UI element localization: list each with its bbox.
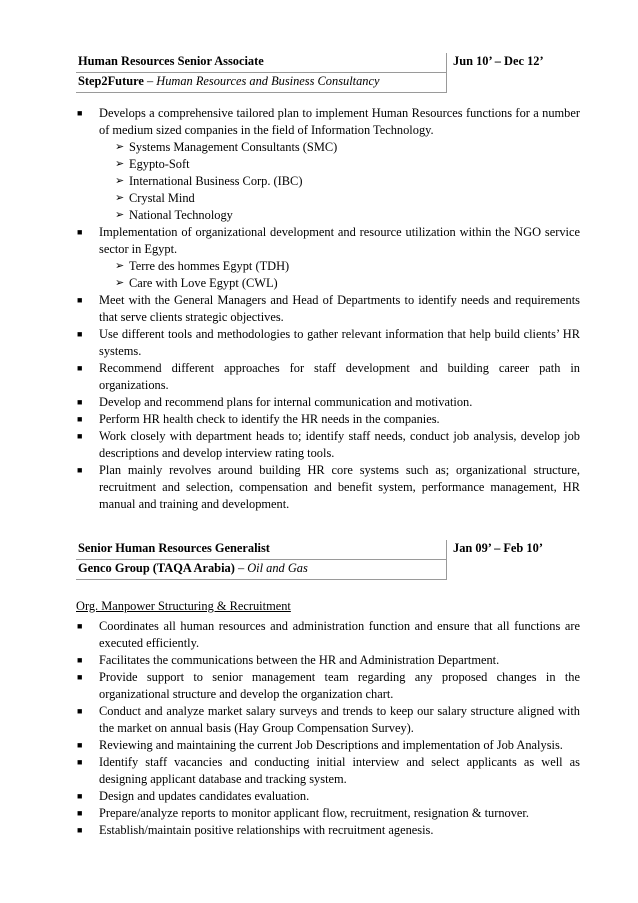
list-item bbox=[76, 411, 580, 428]
bullet-icon: ■ bbox=[77, 825, 83, 835]
sub-item-text: Care with Love Egypt (CWL) bbox=[129, 276, 278, 290]
bullet-list bbox=[76, 618, 580, 839]
separator: – bbox=[234, 561, 248, 575]
company-line bbox=[78, 73, 380, 90]
sub-list-item bbox=[76, 207, 580, 224]
list-item bbox=[76, 805, 580, 822]
list-item bbox=[76, 788, 580, 805]
bullet-icon: ■ bbox=[77, 295, 83, 305]
list-item bbox=[76, 669, 580, 703]
job-header-2 bbox=[76, 540, 580, 580]
list-item bbox=[76, 224, 580, 258]
divider bbox=[76, 92, 446, 93]
bullet-icon: ■ bbox=[77, 621, 83, 631]
bullet-icon: ■ bbox=[77, 757, 83, 767]
bullet-text: Work closely with department heads to; identify staff needs, conduct job analysis, develop job descriptions and develop interview rating tools. bbox=[99, 429, 580, 460]
sub-list-item bbox=[76, 190, 580, 207]
sub-list-item bbox=[76, 139, 580, 156]
divider bbox=[446, 53, 447, 93]
list-item bbox=[76, 360, 580, 394]
bullet-icon: ■ bbox=[77, 740, 83, 750]
company-name: Step2Future bbox=[78, 74, 144, 88]
job-dates: Jun 10’ – Dec 12’ bbox=[453, 54, 544, 68]
job-title: Senior Human Resources Generalist bbox=[78, 541, 270, 555]
job-header-1 bbox=[76, 53, 580, 93]
bullet-icon: ■ bbox=[77, 706, 83, 716]
list-item bbox=[76, 822, 580, 839]
bullet-icon: ■ bbox=[77, 431, 83, 441]
arrow-bullet-icon: ➢ bbox=[115, 277, 125, 289]
bullet-icon: ■ bbox=[77, 227, 83, 237]
job-entry-1 bbox=[76, 53, 580, 511]
list-item bbox=[76, 703, 580, 737]
sub-item-text: Terre des hommes Egypt (TDH) bbox=[129, 259, 290, 273]
job-title: Human Resources Senior Associate bbox=[78, 54, 264, 68]
arrow-bullet-icon: ➢ bbox=[115, 260, 125, 272]
company-description: Oil and Gas bbox=[247, 561, 308, 575]
arrow-bullet-icon: ➢ bbox=[115, 192, 125, 204]
list-item bbox=[76, 292, 580, 326]
bullet-text: Prepare/analyze reports to monitor applicant flow, recruitment, resignation & turnover. bbox=[99, 806, 529, 820]
list-item bbox=[76, 428, 580, 462]
bullet-text: Design and updates candidates evaluation. bbox=[99, 789, 310, 803]
arrow-bullet-icon: ➢ bbox=[115, 141, 125, 153]
bullet-icon: ■ bbox=[77, 397, 83, 407]
arrow-bullet-icon: ➢ bbox=[115, 209, 125, 221]
list-item bbox=[76, 394, 580, 411]
separator: – bbox=[143, 74, 157, 88]
bullet-text: Use different tools and methodologies to gather relevant information that help build clients’ HR systems. bbox=[99, 327, 580, 358]
bullet-text: Conduct and analyze market salary surveys and trends to keep our salary structure aligned with the market on annual basis (Hay Group Compensation Survey). bbox=[99, 704, 580, 735]
bullet-text: Coordinates all human resources and administration function and ensure that all functions are executed efficiently. bbox=[99, 619, 580, 650]
bullet-text: Reviewing and maintaining the current Job Descriptions and implementation of Job Analysis. bbox=[99, 738, 563, 752]
list-item bbox=[76, 737, 580, 754]
sub-list-item bbox=[76, 258, 580, 275]
bullet-text: Meet with the General Managers and Head of Departments to identify needs and requirements that serve clients strategic objectives. bbox=[99, 293, 580, 324]
sub-list-item bbox=[76, 275, 580, 292]
job-dates: Jan 09’ – Feb 10’ bbox=[453, 541, 543, 555]
list-item bbox=[76, 462, 580, 513]
bullet-text: Develops a comprehensive tailored plan to implement Human Resources functions for a number of medium sized companies in the field of Information Technology. bbox=[99, 106, 580, 137]
bullet-icon: ■ bbox=[77, 672, 83, 682]
company-description: Human Resources and Business Consultancy bbox=[156, 74, 380, 88]
bullet-icon: ■ bbox=[77, 808, 83, 818]
job-entry-2 bbox=[76, 540, 580, 837]
sub-item-text: International Business Corp. (IBC) bbox=[129, 174, 303, 188]
bullet-text: Establish/maintain positive relationships with recruitment agenesis. bbox=[99, 823, 434, 837]
bullet-text: Provide support to senior management team regarding any proposed changes in the organizational structure and develop the organization chart. bbox=[99, 670, 580, 701]
bullet-text: Facilitates the communications between the HR and Administration Department. bbox=[99, 653, 500, 667]
bullet-text: Perform HR health check to identify the HR needs in the companies. bbox=[99, 412, 440, 426]
bullet-icon: ■ bbox=[77, 329, 83, 339]
divider bbox=[76, 579, 446, 580]
bullet-text: Identify staff vacancies and conducting initial interview and select applicants as well as designing applicant database and tracking system. bbox=[99, 755, 580, 786]
bullet-icon: ■ bbox=[77, 791, 83, 801]
arrow-bullet-icon: ➢ bbox=[115, 175, 125, 187]
list-item bbox=[76, 105, 580, 139]
list-item bbox=[76, 652, 580, 669]
section-heading: Org. Manpower Structuring & Recruitment bbox=[76, 599, 291, 613]
list-item bbox=[76, 754, 580, 788]
bullet-icon: ■ bbox=[77, 414, 83, 424]
bullet-icon: ■ bbox=[77, 108, 83, 118]
sub-item-text: Systems Management Consultants (SMC) bbox=[129, 140, 338, 154]
sub-item-text: Egypto-Soft bbox=[129, 157, 190, 171]
arrow-bullet-icon: ➢ bbox=[115, 158, 125, 170]
bullet-text: Implementation of organizational development and resource utilization within the NGO service sector in Egypt. bbox=[99, 225, 580, 256]
bullet-icon: ■ bbox=[77, 655, 83, 665]
sub-item-text: Crystal Mind bbox=[129, 191, 195, 205]
bullet-icon: ■ bbox=[77, 465, 83, 475]
sub-item-text: National Technology bbox=[129, 208, 233, 222]
bullet-text: Plan mainly revolves around building HR core systems such as; organizational structure, recruitment and selection, compensation and benefit system, performance management, HR manual and training and development. bbox=[99, 463, 580, 511]
sub-list-item bbox=[76, 156, 580, 173]
company-name: Genco Group (TAQA Arabia) bbox=[78, 561, 235, 575]
bullet-icon: ■ bbox=[77, 363, 83, 373]
divider bbox=[446, 540, 447, 580]
list-item bbox=[76, 618, 580, 652]
list-item bbox=[76, 326, 580, 360]
bullet-text: Recommend different approaches for staff development and building career path in organizations. bbox=[99, 361, 580, 392]
sub-list-item bbox=[76, 173, 580, 190]
bullet-list bbox=[76, 105, 580, 513]
bullet-text: Develop and recommend plans for internal communication and motivation. bbox=[99, 395, 473, 409]
company-line bbox=[78, 560, 308, 577]
